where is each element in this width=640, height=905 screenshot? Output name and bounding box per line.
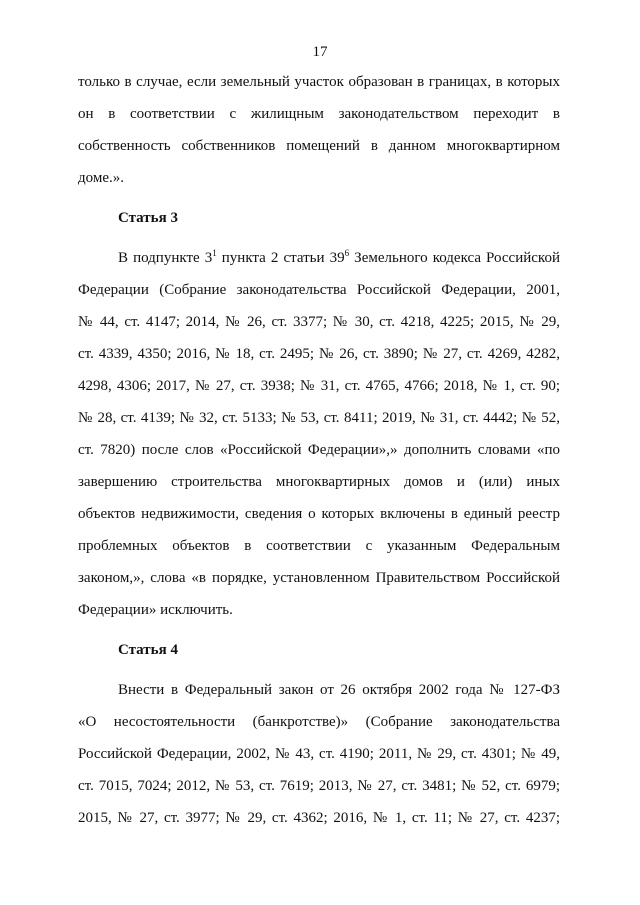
article-4-heading: Статья 4 [118,642,178,658]
article-3-line: № 28, ст. 4139; № 32, ст. 5133; № 53, ст. 8411; 2019, № 31, ст. 4442; № 52, [78,410,560,426]
article-3-line: 4298, 4306; 2017, № 27, ст. 3938; № 31, ст. 4765, 4766; 2018, № 1, ст. 90; [78,378,560,394]
page-number: 17 [312,44,328,60]
article-3-paragraph [78,242,560,626]
intro-line: он в соответствии с жилищным законодательством переходит в [78,106,560,122]
superscript: 1 [212,248,217,258]
text-run: В подпункте 3 [118,250,213,266]
article-3-line: Федерации» исключить. [78,602,233,618]
article-3-line: № 44, ст. 4147; 2014, № 26, ст. 3377; № 30, ст. 4218, 4225; 2015, № 29, [78,314,560,330]
intro-line: только в случае, если земельный участок образован в границах, в которых [78,74,560,90]
article-4-line: Внести в Федеральный закон от 26 октября 2002 года № 127-ФЗ [118,682,560,698]
article-4-line: Российской Федерации, 2002, № 43, ст. 4190; 2011, № 29, ст. 4301; № 49, [78,746,560,762]
document-body [78,66,560,834]
text-run: Земельного кодекса Российской [349,250,560,266]
text-run: пункта 2 статьи 39 [216,250,345,266]
intro-line: доме.». [78,170,124,186]
article-3-line [78,242,560,274]
article-3-heading: Статья 3 [118,210,178,226]
article-3-line: завершению строительства многоквартирных домов и (или) иных [78,474,560,490]
article-3-line: ст. 4339, 4350; 2016, № 18, ст. 2495; № 26, ст. 3890; № 27, ст. 4269, 4282, [78,346,560,362]
article-4-line: 2015, № 27, ст. 3977; № 29, ст. 4362; 2016, № 1, ст. 11; № 27, ст. 4237; [78,810,560,826]
article-3-line: объектов недвижимости, сведения о которых включены в единый реестр [78,506,560,522]
article-3-line: ст. 7820) после слов «Российской Федерации»,» дополнить словами «по [78,442,560,458]
article-4-line: ст. 7015, 7024; 2012, № 53, ст. 7619; 2013, № 27, ст. 3481; № 52, ст. 6979; [78,778,560,794]
superscript: 6 [344,248,350,258]
article-4-line: «О несостоятельности (банкротстве)» (Собрание законодательства [78,714,560,730]
article-3-line: законом,», слова «в порядке, установленном Правительством Российской [78,570,560,586]
intro-line: собственность собственников помещений в данном многоквартирном [78,138,560,154]
article-4-paragraph [78,674,560,834]
article-3-line: Федерации (Собрание законодательства Российской Федерации, 2001, [78,282,560,298]
intro-paragraph [78,66,560,194]
article-3-line: проблемных объектов в соответствии с указанным Федеральным [78,538,560,554]
